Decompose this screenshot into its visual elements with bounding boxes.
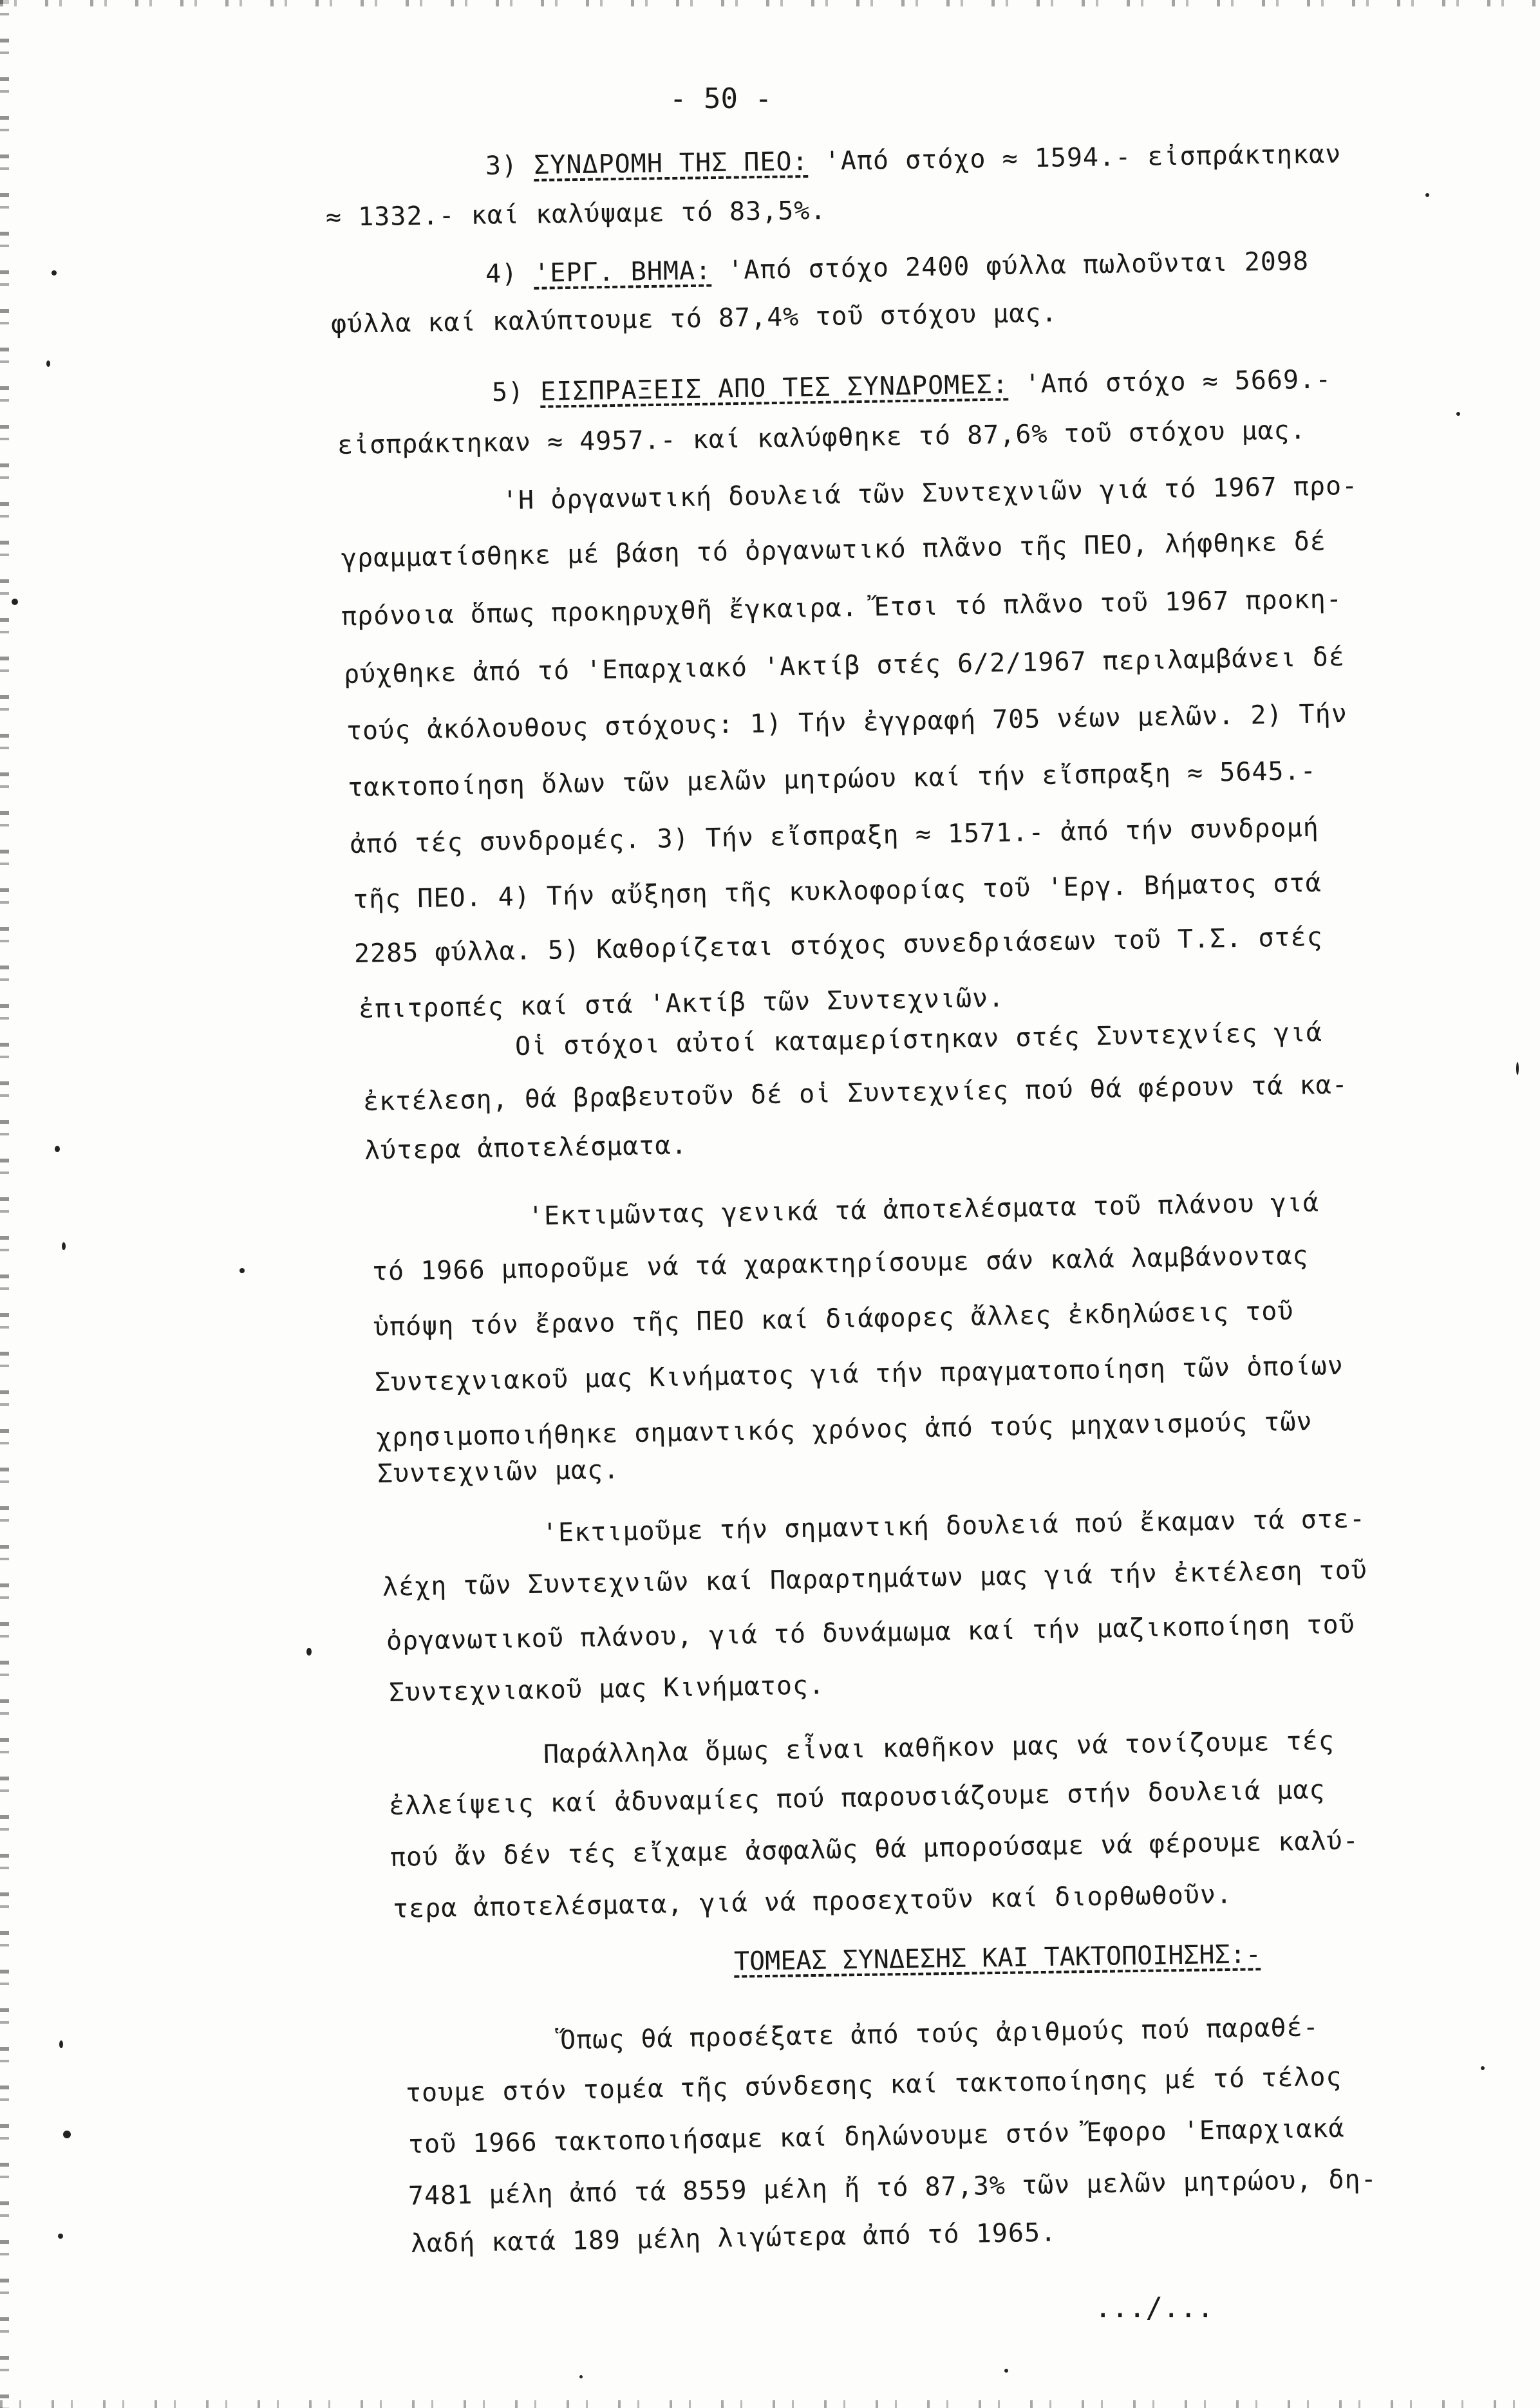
paragraph-3-line: 'Εκτιμῶντας γενικά τά ἀποτελέσματα τοῦ πλάνου γιά [527,1188,1320,1231]
paragraph-6-line: λαδή κατά 189 μέλη λιγώτερα ἀπό τό 1965. [410,2217,1057,2259]
paragraph-3-line: χρησιμοποιήθηκε σημαντικός χρόνος ἀπό τούς μηχανισμούς τῶν [375,1406,1313,1453]
item-5-number: 5) [491,377,525,407]
paragraph-6-line: τουμε στόν τομέα τῆς σύνδεσης καί τακτοποίησης μέ τό τέλος [405,2062,1342,2108]
scan-speck [1516,1062,1519,1075]
item-5-title: ΕΙΣΠΡΑΞΕΙΣ ΑΠΟ ΤΕΣ ΣΥΝΔΡΟΜΕΣ: [540,369,1009,407]
paragraph-3-line: τό 1966 μποροῦμε νά τά χαρακτηρίσουμε σάν καλά λαμβάνοντας [371,1240,1309,1287]
scan-speck [1425,193,1429,197]
item-4-text: 'Από στόχο 2400 φύλλα πωλοῦνται 2098 [727,246,1310,286]
item-5-line-1 [492,363,1332,409]
paragraph-1-line: ἀπό τές συνδρομές. 3) Τήν εἴσπραξη ≈ 1571.- ἀπό τήν συνδρομή [350,812,1320,859]
item-5-line-2: εἰσπράκτηκαν ≈ 4957.- καί καλύφθηκε τό 87,6% τοῦ στόχου μας. [337,415,1307,460]
paragraph-4-line: λέχη τῶν Συντεχνιῶν καί Παραρτημάτων μας γιά τήν ἐκτέλεση τοῦ [382,1555,1368,1602]
item-4-line-1 [485,245,1310,291]
scan-edge-bottom [0,2400,1540,2408]
item-3-line-1 [485,137,1342,183]
item-4-number: 4) [485,259,518,289]
paragraph-1-line: τακτοποίηση ὅλων τῶν μελῶν μητρώου καί τήν εἴσπραξη ≈ 5645.- [347,756,1317,803]
paragraph-1-line: ἐπιτροπές καί στά 'Ακτίβ τῶν Συντεχνιῶν. [358,983,1005,1024]
scan-speck [52,270,57,275]
paragraph-4-line: 'Εκτιμοῦμε τήν σημαντική δουλειά πού ἔκαμαν τά στε- [541,1504,1366,1548]
paragraph-6-line: Ὅπως θά προσέξατε ἀπό τούς ἀριθμούς πού παραθέ- [559,2012,1320,2055]
paragraph-1-line: τῆς ΠΕΟ. 4) Τήν αὔξηση τῆς κυκλοφορίας τοῦ 'Εργ. Βήματος στά [352,868,1322,915]
scan-speck [46,360,50,367]
scan-edge-top [0,0,1540,6]
paragraph-5-line: τερα ἀποτελέσματα, γιά νά προσεχτοῦν καί διορθωθοῦν. [392,1880,1233,1924]
scan-speck [1456,412,1460,416]
scan-speck [63,2131,71,2138]
paragraph-1-line: γραμματίσθηκε μέ βάση τό ὀργανωτικό πλᾶνο τῆς ΠΕΟ, λήφθηκε δέ [341,527,1327,574]
paragraph-1-line: τούς ἀκόλουθους στόχους: 1) Τήν ἐγγραφή 705 νέων μελῶν. 2) Τήν [346,698,1348,746]
item-4-line-2: φύλλα καί καλύπτουμε τό 87,4% τοῦ στόχου μας. [330,298,1058,339]
paragraph-1-line: 2285 φύλλα. 5) Καθορίζεται στόχος συνεδριάσεων τοῦ Τ.Σ. στές [353,922,1324,969]
item-4-title: 'ΕΡΓ. ΒΗΜΑ: [533,256,712,288]
section-heading: ΤΟΜΕΑΣ ΣΥΝΔΕΣΗΣ ΚΑΙ ΤΑΚΤΟΠΟΙΗΣΗΣ:- [733,1939,1262,1977]
paragraph-5-line: Παράλληλα ὅμως εἶναι καθῆκον μας νά τονίζουμε τές [543,1726,1335,1769]
paragraph-5-line: πού ἄν δέν τές εἴχαμε ἀσφαλῶς θά μπορούσαμε νά φέρουμε καλύ- [390,1825,1360,1872]
scan-speck [58,2234,63,2239]
paragraph-6-line: τοῦ 1966 τακτοποιήσαμε καί δηλώνουμε στόν Ἔφορο 'Επαρχιακά [408,2113,1345,2160]
paragraph-4-line: Συντεχνιακοῦ μας Κινήματος. [388,1670,825,1708]
item-3-title: ΣΥΝΔΡΟΜΗ ΤΗΣ ΠΕΟ: [533,146,809,180]
paragraph-2-line: ἐκτέλεση, θά βραβευτοῦν δέ οἱ Συντεχνίες πού θά φέρουν τά κα- [362,1070,1349,1117]
paragraph-3-line: ὑπόψη τόν ἔρανο τῆς ΠΕΟ καί διάφορες ἄλλες ἐκδηλώσεις τοῦ [373,1296,1294,1342]
item-3-number: 3) [485,151,518,181]
paragraph-1-line: πρόνοια ὅπως προκηρυχθῆ ἔγκαιρα. Ἔτσι τό πλᾶνο τοῦ 1967 προκη- [341,584,1343,631]
continuation-mark: .../... [1094,2291,1214,2324]
scan-speck [239,1268,245,1273]
scan-speck [579,2375,583,2378]
paragraph-1-line: 'Η ὀργανωτική δουλειά τῶν Συντεχνιῶν γιά τό 1967 προ- [502,471,1358,516]
scan-speck [55,1146,60,1152]
scan-speck [306,1648,312,1656]
scan-speck [1481,2066,1485,2070]
item-3-line-2: ≈ 1332.- καί καλύψαμε τό 83,5%. [325,196,827,232]
page-number: - 50 - [670,82,772,115]
paragraph-6-line: 7481 μέλη ἀπό τά 8559 μέλη ἤ τό 87,3% τῶν μελῶν μητρώου, δη- [408,2164,1378,2211]
paragraph-4-line: ὀργανωτικοῦ πλάνου, γιά τό δυνάμωμα καί τήν μαζικοποίηση τοῦ [386,1609,1356,1656]
scan-speck [12,599,18,605]
paragraph-3-line: Συντεχνιῶν μας. [377,1455,620,1489]
scan-speck [62,1242,66,1250]
paragraph-2-line: Οἱ στόχοι αὐτοί καταμερίστηκαν στές Συντεχνίες γιά [514,1018,1323,1061]
item-5-text: 'Από στόχο ≈ 5669.- [1024,364,1332,399]
scan-speck [59,2040,63,2048]
scan-speck [1004,2369,1008,2373]
paragraph-2-line: λύτερα ἀποτελέσματα. [364,1130,688,1166]
scan-edge-left [0,0,9,2408]
paragraph-3-line: Συντεχνιακοῦ μας Κινήματος γιά τήν πραγματοποίηση τῶν ὁποίων [374,1350,1344,1397]
item-3-text: 'Από στόχο ≈ 1594.- εἰσπράκτηκαν [824,139,1342,176]
paragraph-1-line: ρύχθηκε ἀπό τό 'Επαρχιακό 'Ακτίβ στές 6/2/1967 περιλαμβάνει δέ [343,642,1346,689]
paragraph-5-line: ἐλλείψεις καί ἀδυναμίες πού παρουσιάζουμε στήν δουλειά μας [388,1775,1326,1821]
